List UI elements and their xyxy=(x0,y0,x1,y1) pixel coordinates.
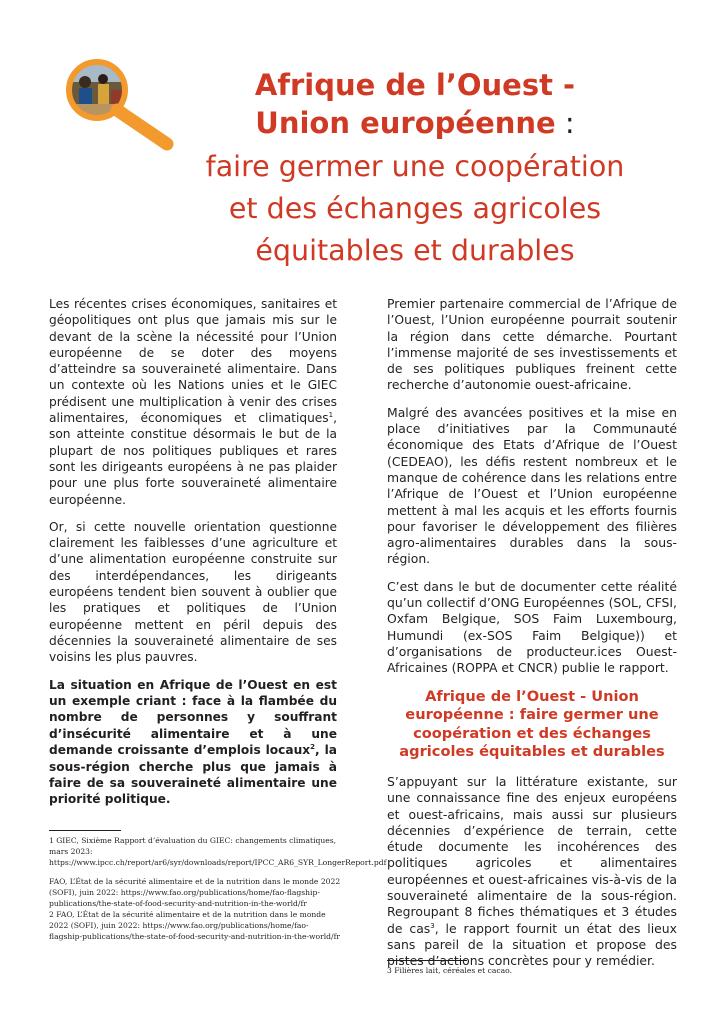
report-title: Afrique de l’Ouest - Union européenne : faire germer une coopération et des échanges agricoles équitables et durables xyxy=(399,687,665,761)
right-paragraph-4-end: , le rapport fournit un état des lieux sans pareil de la situation et propose des pistes d’actions concrètes pour y remédier. xyxy=(387,920,677,969)
footnote-divider-right xyxy=(387,960,467,961)
right-paragraph-4 xyxy=(387,774,677,970)
subtitle-line-1: faire germer une coopération xyxy=(205,150,625,183)
right-paragraph-2: Malgré des avancées positives et la mise en place d’initiatives par la Communauté économique des Etats d’Afrique de l’Ouest (CEDEAO), les défis restent nombreux et le manque de cohérence dans les relations entre l’Afrique de l’Ouest et l’Union européenne mettent à mal les acquis et les efforts fournis pour favoriser le développement des filières agro-alimentaires durables dans la sous-région. xyxy=(387,404,677,567)
right-column xyxy=(387,296,677,980)
footnote-ref-2: 2 xyxy=(310,743,316,752)
left-paragraph-1-end: , son atteinte constitue désormais le but de la plupart de nos politiques publiques et rares sont les dirigeants européens à ne pas plaider pour une plus forte souveraineté alimentaire européenne. xyxy=(49,411,337,507)
footnote-1: 1 GIEC, Sixième Rapport d’évaluation du GIEC: changements climatiques, mars 2023: https://www.ipcc.ch/report/ar6/syr/downloads/report/IPCC_AR6_SYR_LongerReport.pdf xyxy=(49,836,387,867)
subtitle-line-3: équitables et durables xyxy=(255,234,575,267)
title-line-1: Afrique de l’Ouest - xyxy=(254,68,576,102)
left-column xyxy=(49,296,337,819)
footnotes-left xyxy=(49,830,387,942)
emphasis-paragraph xyxy=(49,677,337,808)
right-paragraph-1: Premier partenaire commercial de l’Afrique de l’Ouest, l’Union européenne pourrait soutenir la région dans cette démarche. Pourtant l’immense majorité de ses investissements et de ses politiques publiques freinent cette recherche d’autonomie ouest-africaine. xyxy=(387,296,677,393)
emphasis-end: , la sous-région cherche plus que jamais à faire de sa souveraineté alimentaire une priorité politique. xyxy=(49,743,337,807)
footnotes-right xyxy=(387,960,677,976)
subtitle-line-2: et des échanges agricoles xyxy=(228,192,602,225)
title-line-2-text: Union européenne xyxy=(255,106,556,140)
title-line-2 xyxy=(120,104,710,142)
footnote-3: 3 Filières lait, céréales et cacao. xyxy=(387,966,512,975)
footnote-2: 2 FAO, L’État de la sécurité alimentaire et de la nutrition dans le monde 2022 (SOFI), juin 2022: https://www.fao.org/publications/home/fao-flagship-publications/the-state-of-food-security-and-nutrition-in-the-world/fr xyxy=(49,910,341,941)
footnote-fao-a: FAO, L’État de la sécurité alimentaire et de la nutrition dans le monde 2022 (SOFI), juin 2022: https://www.fao.org/publications/home/fao-flagship-publications/the-state-of-food-security-and-nutrition-in-the-world/fr xyxy=(49,877,341,908)
title-colon: : xyxy=(555,106,575,140)
footnote-divider xyxy=(49,830,121,831)
footnote-ref-1: 1 xyxy=(328,411,334,420)
right-paragraph-4-text: S’appuyant sur la littérature existante, sur une connaissance fine des enjeux européens et ouest-africains, mais aussi sur plusieurs décennies d’expérience de terrain, cette étude documente les incohérences des politiques agricoles et alimentaires européennes et ouest-africaines vis-à-vis de la souveraineté alimentaire de la sous-région. Regroupant 8 fiches thématiques et 3 études de cas xyxy=(387,773,677,936)
emphasis-text: La situation en Afrique de l’Ouest en est un exemple criant : face à la flambée du nombre de personnes y souffrant d’insécurité alimentaire et à une demande croissante d’emplois locaux xyxy=(49,677,337,758)
header-title xyxy=(120,66,710,272)
right-paragraph-3: C’est dans le but de documenter cette réalité qu’un collectif d’ONG Européennes (SOL, CFSI, Oxfam Belgique, SOS Faim Luxembourg, Humundi (ex-SOS Faim Belgique)) et d’organisations de producteur.ices Ouest-Africaines (ROPPA et CNCR) publie le rapport. xyxy=(387,578,677,676)
left-paragraph-1-text: Les récentes crises économiques, sanitaires et géopolitiques ont plus que jamais mis sur le devant de la scène la nécessité pour l’Union européenne de se doter des moyens d’atteindre sa souveraineté alimentaire. Dans un contexte où les Nations unies et le GIEC prédisent une multiplication à venir des crises alimentaires, économiques et climatiques xyxy=(49,297,337,426)
left-paragraph-2: Or, si cette nouvelle orientation questionne clairement les faiblesses d’une agriculture et d’une alimentation européenne construite sur des interdépendances, les dirigeants européens tendent bien souvent à oublier que les pratiques et politiques de l’Union européenne mettent en péril depuis des décennies la souveraineté alimentaire de ses voisins les plus pauvres. xyxy=(49,519,337,665)
left-paragraph-1 xyxy=(49,296,337,508)
footnote-ref-3: 3 xyxy=(430,921,435,930)
